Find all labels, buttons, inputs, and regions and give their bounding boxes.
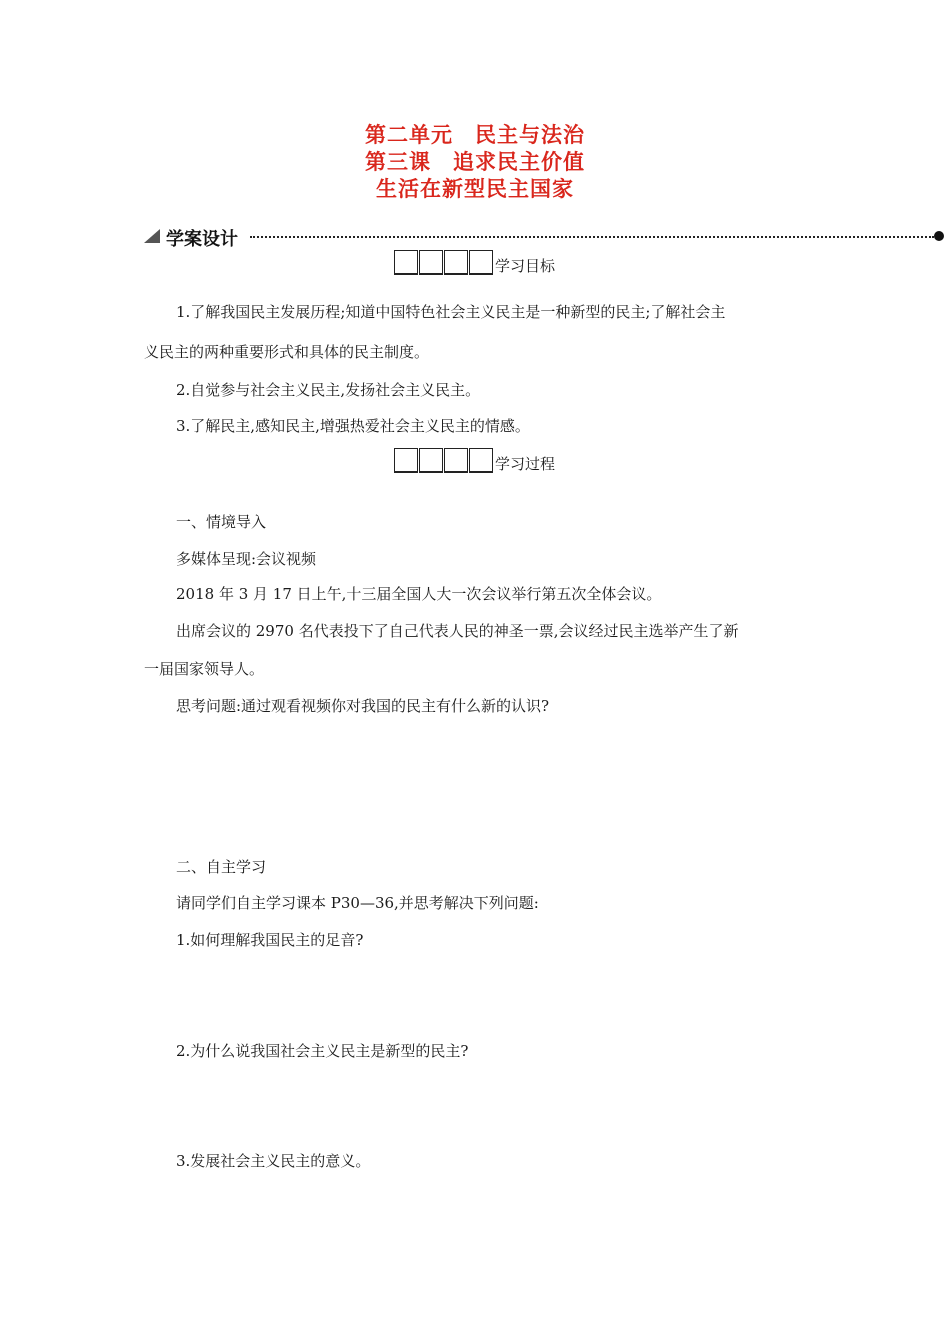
heading-box-icon bbox=[469, 448, 493, 473]
topic-title: 生活在新型民主国家 bbox=[376, 177, 574, 201]
heading-box-icon bbox=[444, 250, 468, 275]
part1-paragraph-2: 出席会议的 2970 名代表投下了自己代表人民的神圣一票,会议经过民主选举产生了新 bbox=[176, 622, 739, 640]
process-heading-label: 学习过程 bbox=[495, 455, 556, 473]
heading-box-icon bbox=[394, 448, 418, 473]
heading-box-icon bbox=[394, 250, 418, 275]
goals-heading-label: 学习目标 bbox=[495, 257, 556, 275]
heading-box-icon bbox=[444, 448, 468, 473]
process-heading bbox=[394, 448, 555, 474]
part2-question-1: 1.如何理解我国民主的足音? bbox=[176, 931, 364, 949]
part1-media: 多媒体呈现:会议视频 bbox=[176, 550, 317, 568]
goal-item-1: 1.了解我国民主发展历程;知道中国特色社会主义民主是一种新型的民主;了解社会主 bbox=[176, 303, 726, 321]
part2-title: 二、自主学习 bbox=[176, 858, 267, 876]
part1-title: 一、情境导入 bbox=[176, 513, 267, 531]
heading-box-icon bbox=[469, 250, 493, 275]
document-title bbox=[0, 122, 950, 203]
part2-question-3: 3.发展社会主义民主的意义。 bbox=[176, 1152, 371, 1170]
part1-question: 思考问题:通过观看视频你对我国的民主有什么新的认识? bbox=[176, 697, 550, 715]
goal-item-1-cont: 义民主的两种重要形式和具体的民主制度。 bbox=[144, 343, 430, 361]
banner-label: 学案设计 bbox=[166, 229, 238, 250]
unit-title: 第二单元 民主与法治 bbox=[365, 123, 585, 147]
goals-heading bbox=[394, 250, 555, 276]
part1-paragraph-1: 2018 年 3 月 17 日上午,十三届全国人大一次会议举行第五次全体会议。 bbox=[176, 585, 662, 603]
triangle-icon bbox=[144, 229, 160, 243]
part1-paragraph-2-cont: 一届国家领导人。 bbox=[144, 660, 265, 678]
goal-item-3: 3.了解民主,感知民主,增强热爱社会主义民主的情感。 bbox=[176, 417, 530, 435]
goal-item-2: 2.自觉参与社会主义民主,发扬社会主义民主。 bbox=[176, 381, 481, 399]
heading-box-icon bbox=[419, 448, 443, 473]
dotted-divider bbox=[250, 236, 934, 238]
lesson-title: 第三课 追求民主价值 bbox=[365, 150, 585, 174]
part2-intro: 请同学们自主学习课本 P30—36,并思考解决下列问题: bbox=[176, 894, 539, 912]
section-banner bbox=[144, 226, 944, 248]
part2-question-2: 2.为什么说我国社会主义民主是新型的民主? bbox=[176, 1042, 469, 1060]
dot-icon bbox=[934, 231, 944, 241]
heading-box-icon bbox=[419, 250, 443, 275]
